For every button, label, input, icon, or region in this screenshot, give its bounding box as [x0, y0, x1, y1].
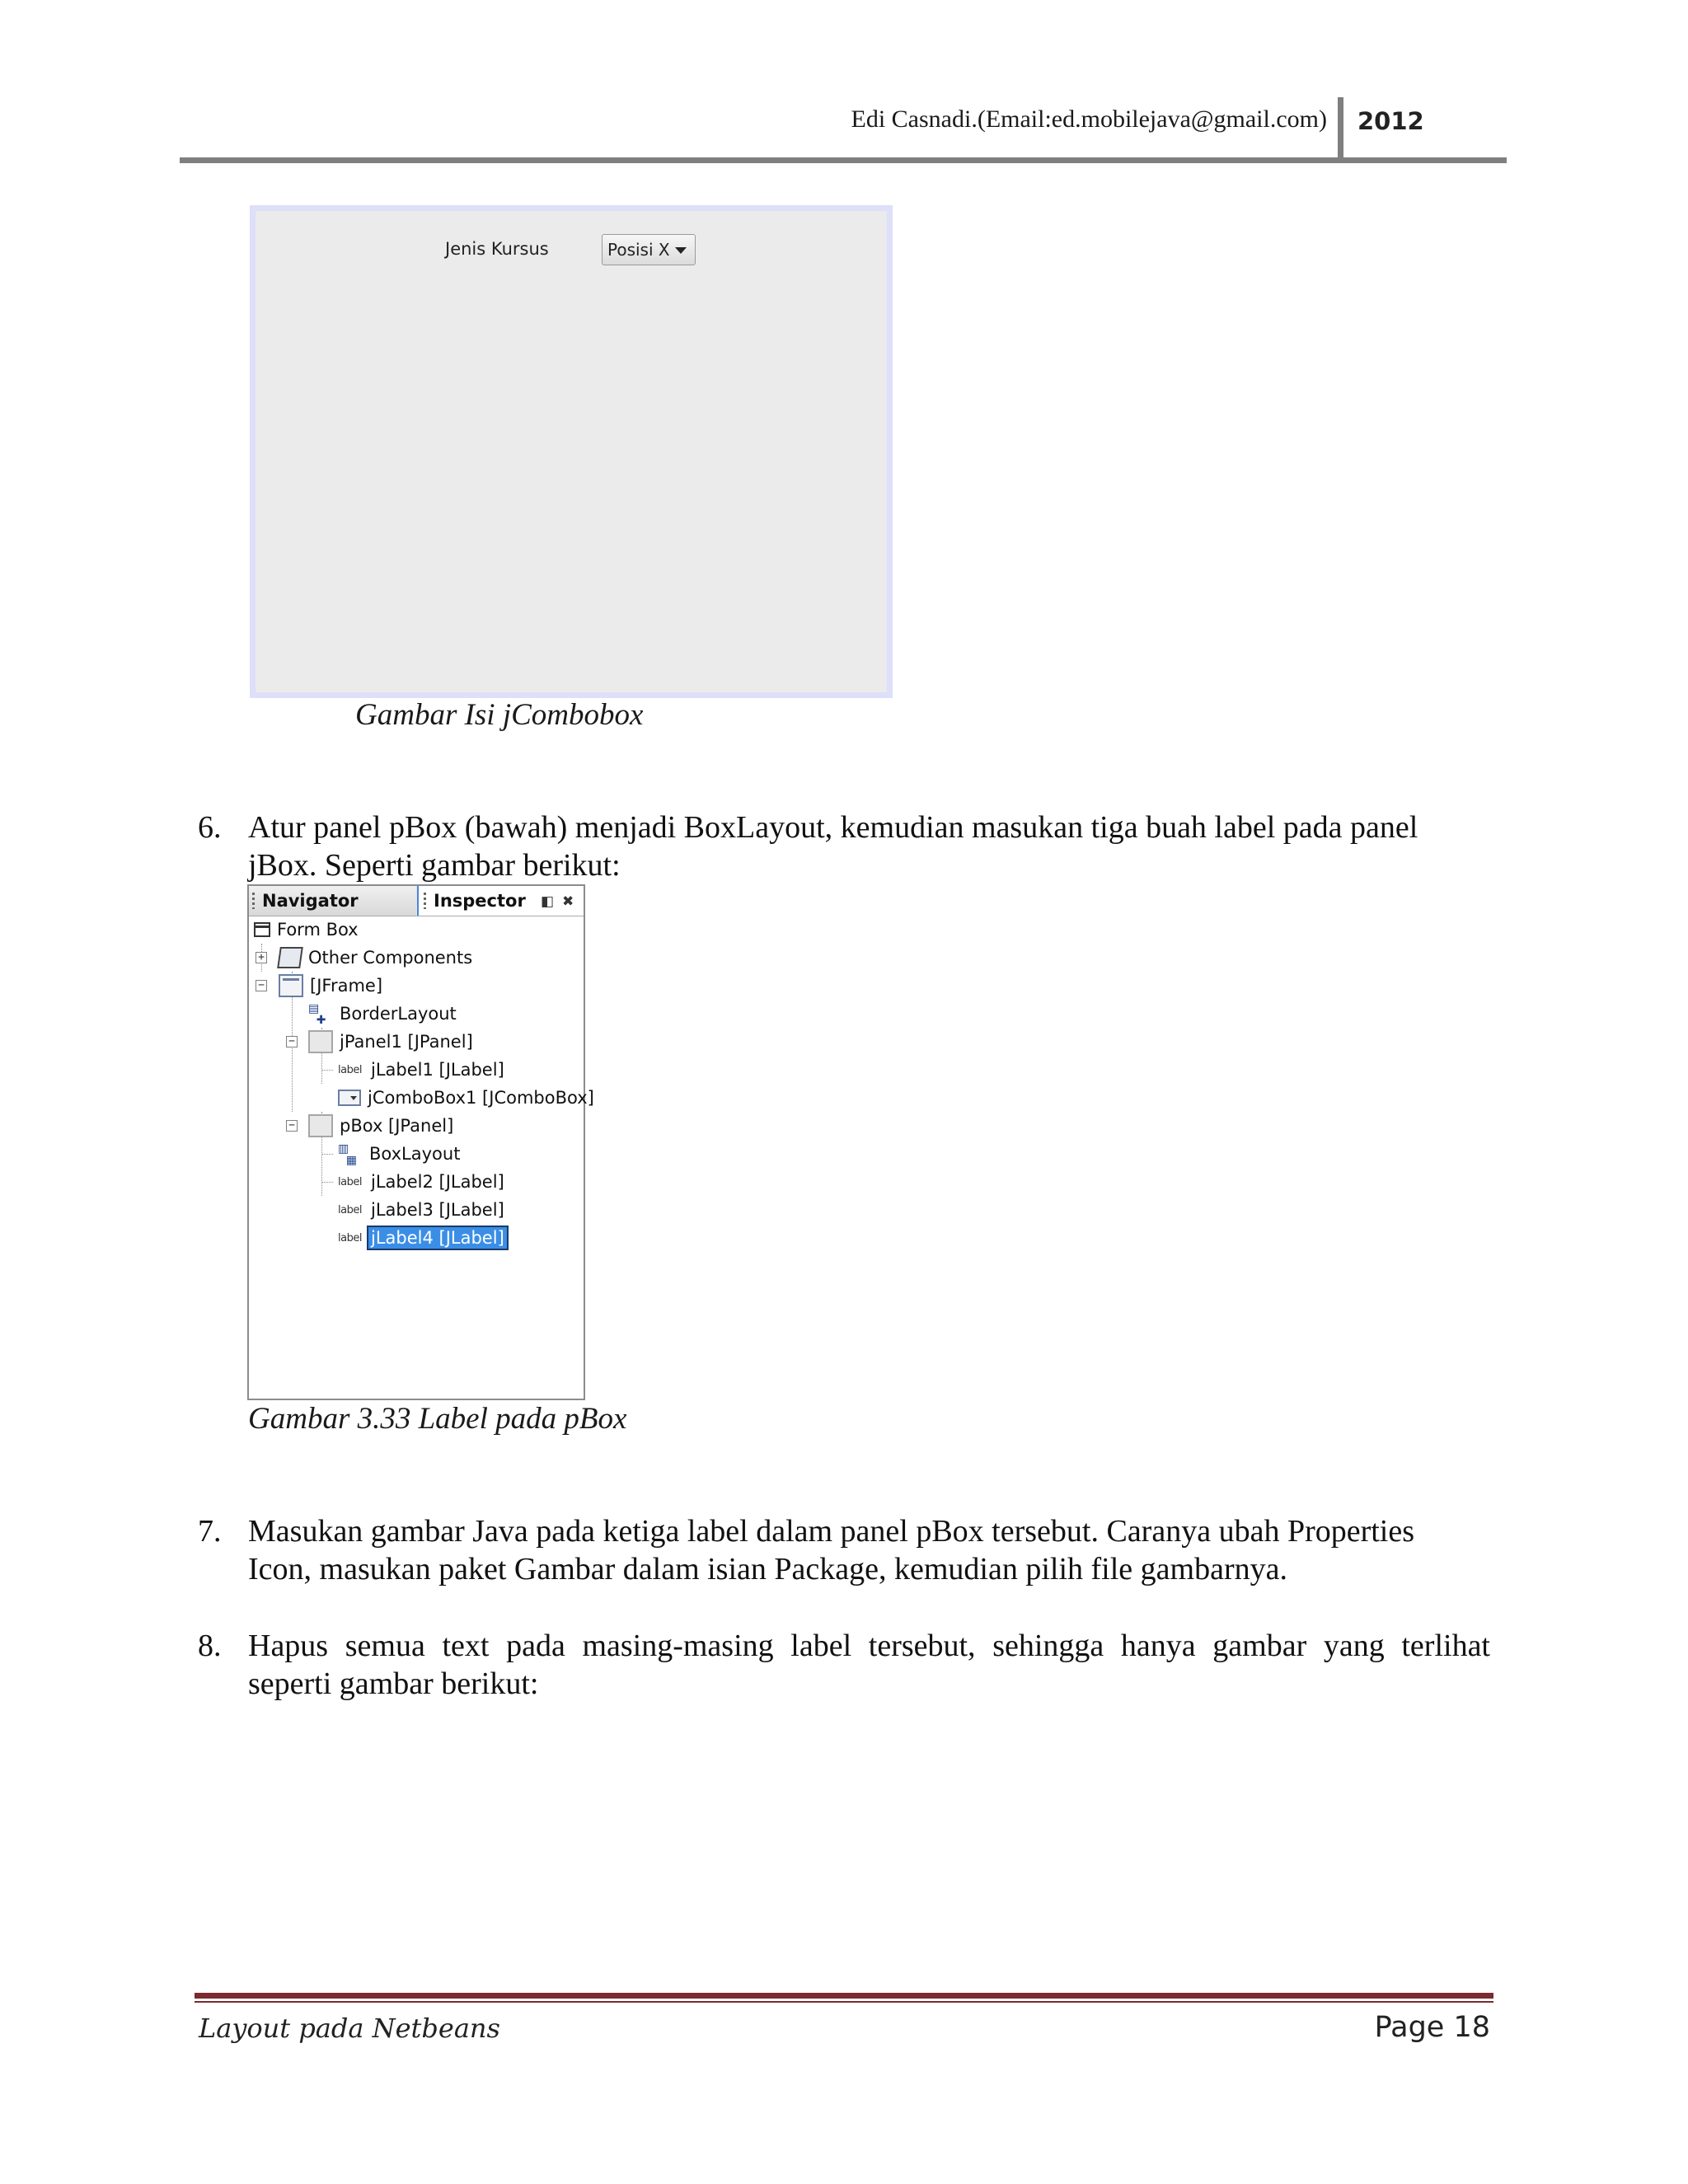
- tree-node-jlabel2[interactable]: label jLabel2 [JLabel]: [338, 1172, 504, 1192]
- chevron-down-icon: [675, 247, 687, 254]
- expand-icon[interactable]: +: [256, 952, 267, 963]
- jlabel-icon: label: [338, 1203, 362, 1216]
- page-number: Page 18: [1374, 2011, 1490, 2044]
- tree-node-jcombobox1[interactable]: jComboBox1 [JComboBox]: [338, 1084, 594, 1112]
- footer-rule-thin: [195, 2001, 1493, 2003]
- footer-rule: [195, 1993, 1493, 1999]
- collapse-icon[interactable]: −: [256, 980, 267, 991]
- jlabel-icon: label: [338, 1175, 362, 1188]
- jframe-icon: [279, 974, 303, 997]
- header-year: 2012: [1357, 107, 1424, 135]
- boxlayout-icon: ▥ ▦: [338, 1142, 357, 1167]
- tree-node-jlabel1[interactable]: label jLabel1 [JLabel]: [338, 1060, 504, 1080]
- header-author: Edi Casnadi.(Email:ed.mobilejava@gmail.com): [851, 105, 1327, 133]
- tab-inspector[interactable]: Inspector ◧ ✖: [417, 886, 584, 916]
- jpanel-icon: [308, 1114, 333, 1137]
- list-item-number: 6.: [198, 810, 222, 845]
- figure1-caption: Gambar Isi jCombobox: [355, 698, 644, 732]
- tree-node-jlabel3[interactable]: label jLabel3 [JLabel]: [338, 1200, 504, 1220]
- close-icon[interactable]: ✖: [562, 893, 574, 910]
- navigator-panel: [247, 884, 594, 1400]
- figure2-caption: Gambar 3.33 Label pada pBox: [248, 1402, 627, 1436]
- footer-title: Layout pada Netbeans: [199, 2013, 500, 2044]
- grip-icon: [252, 893, 255, 909]
- tree-node-form-box[interactable]: Form Box: [254, 916, 359, 944]
- jcombobox-icon: [338, 1090, 361, 1106]
- jpanel-icon: [308, 1030, 333, 1053]
- list-item-line: Hapus semua text pada masing-masing label tersebut, sehingga hanya gambar yang terlihat: [248, 1629, 1490, 1663]
- tree-node-other-components[interactable]: Other Components: [279, 944, 472, 972]
- form-icon: [254, 922, 270, 937]
- jenis-kursus-label: Jenis Kursus: [445, 239, 549, 259]
- form-preview-figure: [250, 205, 893, 698]
- tree-node-jframe[interactable]: [JFrame]: [279, 972, 382, 1000]
- posisi-combobox[interactable]: [602, 234, 696, 265]
- list-item-number: 8.: [198, 1629, 222, 1663]
- tree-node-pbox[interactable]: pBox [JPanel]: [308, 1112, 453, 1140]
- list-item-line: jBox. Seperti gambar berikut:: [248, 848, 621, 883]
- tree-node-jpanel1[interactable]: jPanel1 [JPanel]: [308, 1028, 473, 1056]
- borderlayout-icon: ▤ ✚: [308, 1002, 326, 1027]
- list-item-line: Icon, masukan paket Gambar dalam isian Package, kemudian pilih file gambarnya.: [248, 1552, 1287, 1586]
- tree-node-jlabel4[interactable]: [338, 1224, 507, 1252]
- collapse-icon[interactable]: −: [286, 1036, 298, 1047]
- list-item-line: Masukan gambar Java pada ketiga label dalam panel pBox tersebut. Caranya ubah Properties: [248, 1514, 1415, 1549]
- combobox-value: Posisi X: [607, 240, 670, 260]
- list-item-number: 7.: [198, 1514, 222, 1549]
- jlabel-icon: label: [338, 1063, 362, 1076]
- collapse-icon[interactable]: −: [286, 1120, 298, 1132]
- list-item-line: Atur panel pBox (bawah) menjadi BoxLayout, kemudian masukan tiga buah label pada panel: [248, 810, 1418, 845]
- tree-node-boxlayout[interactable]: ▥ ▦ BoxLayout: [338, 1142, 461, 1167]
- jlabel-icon: label: [338, 1231, 362, 1244]
- grip-icon: [424, 893, 426, 909]
- header-divider: [1338, 97, 1343, 163]
- navigator-tab-bar: [249, 886, 584, 916]
- header-rule: [180, 157, 1507, 163]
- other-components-icon: [277, 947, 303, 968]
- selected-node-label: jLabel4 [JLabel]: [368, 1227, 507, 1249]
- tree-node-borderlayout[interactable]: ▤ ✚ BorderLayout: [308, 1002, 457, 1027]
- list-item-line: seperti gambar berikut:: [248, 1666, 539, 1701]
- minimize-icon[interactable]: ◧: [541, 893, 555, 910]
- tab-navigator[interactable]: Navigator: [249, 886, 416, 916]
